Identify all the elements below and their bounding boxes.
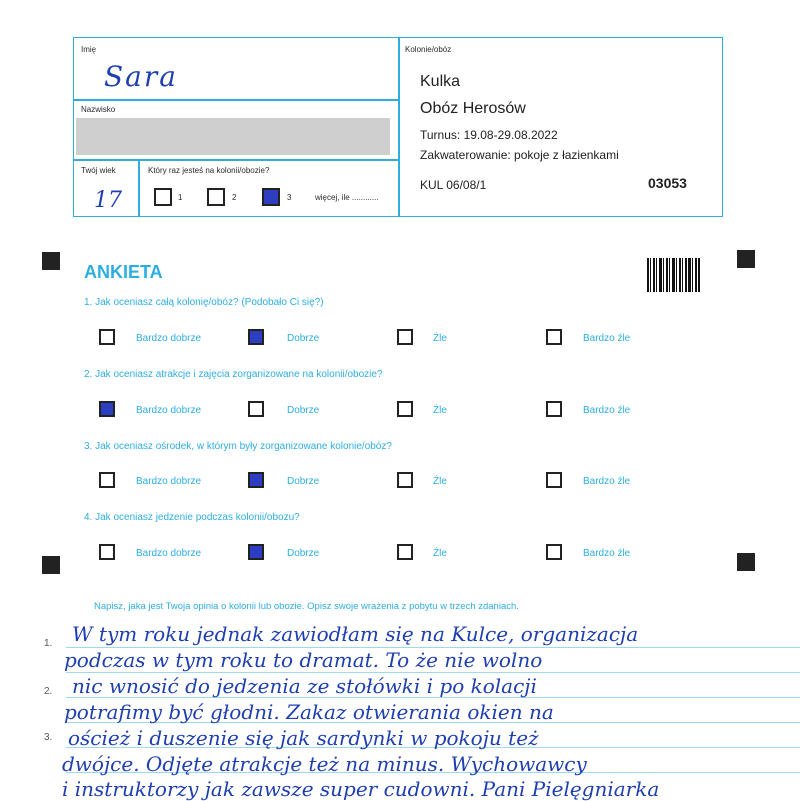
ktory-raz-option-1: 1	[178, 193, 183, 202]
nazwisko-label: Nazwisko	[81, 105, 116, 114]
kolonia-name: Kulka	[420, 73, 461, 90]
q3-dobrze-label: Dobrze	[287, 476, 320, 487]
row-divider-2	[74, 159, 398, 161]
ktory-raz-checkbox-1[interactable]	[154, 188, 172, 206]
question-4: 4. Jak oceniasz jedzenie podczas kolonii/obozu?	[84, 512, 300, 523]
line-number-1: 1.	[44, 638, 53, 649]
q1-zle-label: Źle	[433, 333, 447, 344]
header-form	[73, 37, 723, 217]
q2-bardzo-dobrze-checkbox[interactable]	[99, 401, 115, 417]
ankieta-title: ANKIETA	[84, 262, 163, 282]
q1-dobrze-checkbox[interactable]	[248, 329, 264, 345]
corner-marker-bottom-right	[737, 553, 755, 571]
opinion-line-3: nic wnosić do jedzenia ze stołówki i po kolacji	[72, 674, 537, 698]
wiecej-label: więcej, ile ............	[315, 193, 379, 202]
q1-bardzo-dobrze-label: Bardzo dobrze	[136, 333, 202, 344]
opinion-line-6: dwójce. Odjęte atrakcje też na minus. Wychowawcy	[62, 752, 587, 776]
q3-bardzo-dobrze-checkbox[interactable]	[99, 472, 115, 488]
q4-bardzo-zle-label: Bardzo źle	[583, 548, 631, 559]
opinion-line-2: podczas w tym roku to dramat. To że nie wolno	[64, 648, 543, 672]
q4-bardzo-dobrze-label: Bardzo dobrze	[136, 548, 202, 559]
ktory-raz-checkbox-2[interactable]	[207, 188, 225, 206]
question-1: 1. Jak oceniasz całą kolonię/obóz? (Podobało Ci się?)	[84, 297, 324, 308]
q2-zle-checkbox[interactable]	[397, 401, 413, 417]
q4-bardzo-dobrze-checkbox[interactable]	[99, 544, 115, 560]
code: KUL 06/08/1	[420, 178, 487, 192]
question-3: 3. Jak oceniasz ośrodek, w którym były zorganizowane kolonie/obóz?	[84, 441, 392, 452]
imie-label: Imię	[81, 45, 97, 54]
q4-dobrze-label: Dobrze	[287, 548, 320, 559]
zakwaterowanie: Zakwaterowanie: pokoje z łazienkami	[420, 148, 619, 162]
wiek-value[interactable]: 17	[94, 188, 122, 213]
wiek-divider	[138, 159, 140, 216]
opinion-line-5: oścież i duszenie się jak sardynki w pokoju też	[68, 726, 539, 750]
ktory-raz-checkbox-3[interactable]	[262, 188, 280, 206]
q1-zle-checkbox[interactable]	[397, 329, 413, 345]
row-divider-1	[74, 99, 398, 101]
q2-bardzo-dobrze-label: Bardzo dobrze	[136, 405, 202, 416]
q2-bardzo-zle-checkbox[interactable]	[546, 401, 562, 417]
q1-bardzo-dobrze-checkbox[interactable]	[99, 329, 115, 345]
q1-dobrze-label: Dobrze	[287, 333, 320, 344]
line-number-3: 3.	[44, 732, 53, 743]
header-divider	[398, 38, 400, 216]
opinion-prompt: Napisz, jaka jest Twoja opinia o kolonii lub obozie. Opisz swoje wrażenia z pobytu w trzech zdaniach.	[94, 601, 519, 612]
q4-bardzo-zle-checkbox[interactable]	[546, 544, 562, 560]
q3-bardzo-zle-label: Bardzo źle	[583, 476, 631, 487]
imie-value[interactable]: Sara	[104, 60, 178, 93]
line-number-2: 2.	[44, 686, 53, 697]
q4-dobrze-checkbox[interactable]	[248, 544, 264, 560]
kolonie-label: Kolonie/obóz	[405, 45, 452, 54]
q2-bardzo-zle-label: Bardzo źle	[583, 405, 631, 416]
opinion-line-1: W tym roku jednak zawiodłam się na Kulce, organizacja	[72, 622, 639, 646]
q3-zle-label: Źle	[433, 476, 447, 487]
opinion-line-7: i instruktorzy jak zawsze super cudowni. Pani Pielęgniarka	[62, 777, 660, 801]
q2-zle-label: Źle	[433, 405, 447, 416]
writing-line	[66, 672, 800, 673]
form-number: 03053	[648, 175, 687, 191]
q4-zle-checkbox[interactable]	[397, 544, 413, 560]
corner-marker-top-right	[737, 250, 755, 268]
q3-bardzo-zle-checkbox[interactable]	[546, 472, 562, 488]
ktory-raz-label: Który raz jesteś na kolonii/obozie?	[148, 166, 270, 175]
q2-dobrze-label: Dobrze	[287, 405, 320, 416]
q3-dobrze-checkbox[interactable]	[248, 472, 264, 488]
corner-marker-bottom-left	[42, 556, 60, 574]
question-2: 2. Jak oceniasz atrakcje i zajęcia zorganizowane na kolonii/obozie?	[84, 369, 383, 380]
wiek-label: Twój wiek	[81, 166, 116, 175]
oboz-name: Obóz Herosów	[420, 100, 526, 117]
opinion-line-4: potrafimy być głodni. Zakaz otwierania okien na	[64, 700, 554, 724]
q1-bardzo-zle-checkbox[interactable]	[546, 329, 562, 345]
ktory-raz-option-3: 3	[287, 193, 292, 202]
q1-bardzo-zle-label: Bardzo źle	[583, 333, 631, 344]
turnus: Turnus: 19.08-29.08.2022	[420, 128, 558, 142]
nazwisko-redacted	[76, 118, 390, 155]
barcode-icon	[647, 258, 701, 292]
q3-bardzo-dobrze-label: Bardzo dobrze	[136, 476, 202, 487]
opinion-area[interactable]	[0, 620, 800, 800]
q4-zle-label: Źle	[433, 548, 447, 559]
ktory-raz-option-2: 2	[232, 193, 237, 202]
q3-zle-checkbox[interactable]	[397, 472, 413, 488]
corner-marker-top-left	[42, 252, 60, 270]
q2-dobrze-checkbox[interactable]	[248, 401, 264, 417]
